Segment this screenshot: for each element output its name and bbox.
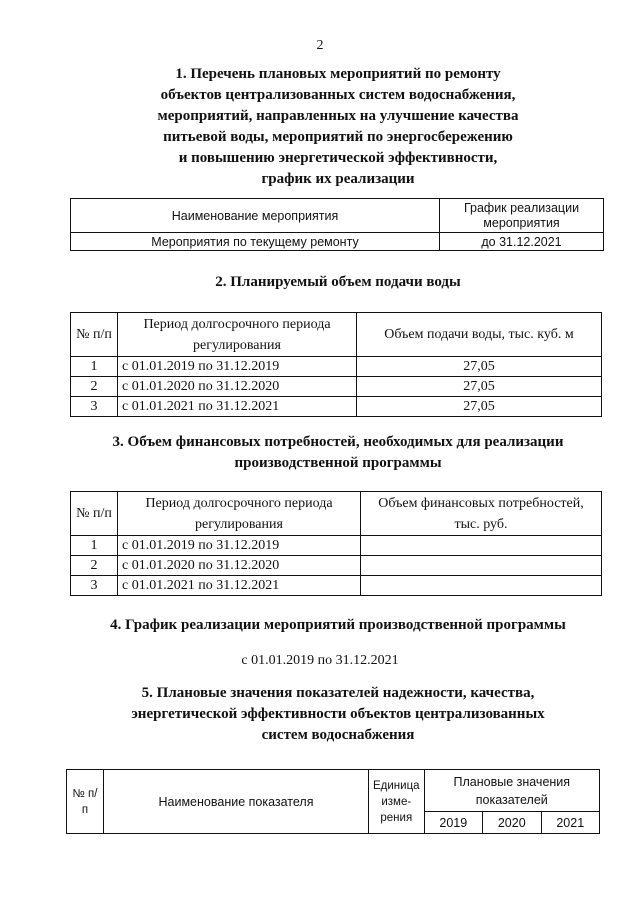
cell-number: 3 bbox=[71, 397, 118, 417]
table-row bbox=[71, 556, 602, 576]
financial-needs-table bbox=[70, 491, 602, 596]
cell-number: 1 bbox=[71, 536, 118, 556]
header-financial-needs: Объем финансовых потребностей, тыс. руб. bbox=[361, 492, 602, 536]
header-volume: Объем подачи воды, тыс. куб. м bbox=[357, 313, 602, 357]
section-1-title: 1. Перечень плановых мероприятий по ремонту объектов централизованных систем водоснабжения, мероприятий, направленных на улучшение качества питьевой воды, мероприятий по энергосбережению и повышению энергетической эффективности, график их реализации bbox=[157, 66, 519, 187]
header-unit: Единица изме-рения bbox=[369, 770, 425, 834]
section-5-title: 5. Плановые значения показателей надежности, качества, энергетической эффективности объектов централизованных систем водоснабжения bbox=[131, 685, 545, 743]
cell-period: с 01.01.2021 по 31.12.2021 bbox=[118, 576, 361, 596]
header-number: № п/п bbox=[71, 313, 118, 357]
water-supply-table bbox=[70, 312, 602, 417]
header-year-2019: 2019 bbox=[424, 812, 482, 834]
table-row bbox=[71, 397, 602, 417]
activities-table bbox=[70, 198, 604, 251]
cell-period: с 01.01.2020 по 31.12.2020 bbox=[118, 377, 357, 397]
header-indicator-name: Наименование показателя bbox=[104, 770, 369, 834]
cell-volume: 27,05 bbox=[357, 377, 602, 397]
header-period: Период долгосрочного периода регулирования bbox=[118, 492, 361, 536]
cell-financial-needs bbox=[361, 536, 602, 556]
page-number: 2 bbox=[316, 38, 324, 53]
cell-financial-needs bbox=[361, 556, 602, 576]
cell-period: с 01.01.2021 по 31.12.2021 bbox=[118, 397, 357, 417]
table-row bbox=[71, 233, 604, 251]
header-number: № п/п bbox=[67, 770, 104, 834]
cell-number: 1 bbox=[71, 357, 118, 377]
table-row bbox=[71, 357, 602, 377]
indicators-table bbox=[66, 769, 600, 834]
cell-financial-needs bbox=[361, 576, 602, 596]
cell-number: 2 bbox=[71, 556, 118, 576]
cell-period: с 01.01.2020 по 31.12.2020 bbox=[118, 556, 361, 576]
cell-activity-name: Мероприятия по текущему ремонту bbox=[71, 233, 440, 251]
cell-period: с 01.01.2019 по 31.12.2019 bbox=[118, 357, 357, 377]
cell-volume: 27,05 bbox=[357, 357, 602, 377]
table-row bbox=[71, 576, 602, 596]
header-number: № п/п bbox=[71, 492, 118, 536]
table-row bbox=[71, 377, 602, 397]
section-4-title: 4. График реализации мероприятий производственной программы bbox=[110, 617, 566, 633]
header-schedule: График реализации мероприятия bbox=[440, 199, 604, 233]
cell-period: с 01.01.2019 по 31.12.2019 bbox=[118, 536, 361, 556]
cell-schedule: до 31.12.2021 bbox=[440, 233, 604, 251]
header-activity-name: Наименование мероприятия bbox=[71, 199, 440, 233]
cell-number: 2 bbox=[71, 377, 118, 397]
header-year-2020: 2020 bbox=[483, 812, 541, 834]
program-period: с 01.01.2019 по 31.12.2021 bbox=[241, 653, 399, 668]
header-period: Период долгосрочного периода регулирования bbox=[118, 313, 357, 357]
cell-number: 3 bbox=[71, 576, 118, 596]
header-year-2021: 2021 bbox=[541, 812, 600, 834]
section-3-title: 3. Объем финансовых потребностей, необходимых для реализации производственной программы bbox=[112, 434, 564, 471]
table-row bbox=[71, 536, 602, 556]
section-2-title: 2. Планируемый объем подачи воды bbox=[215, 274, 461, 290]
cell-volume: 27,05 bbox=[357, 397, 602, 417]
header-planned-values: Плановые значения показателей bbox=[424, 770, 599, 812]
